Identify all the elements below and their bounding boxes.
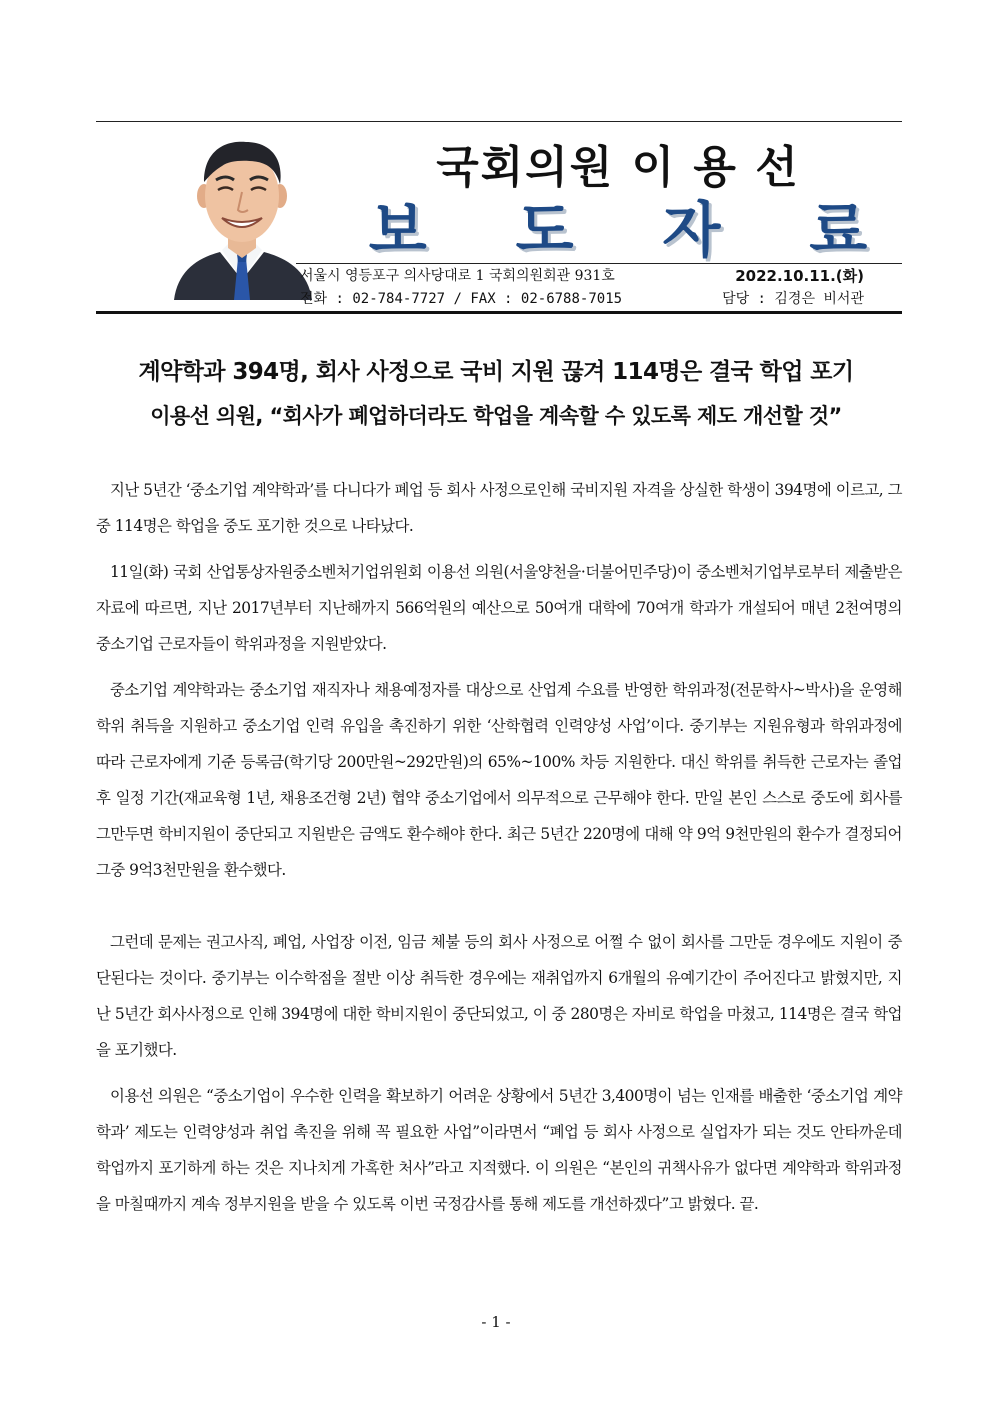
member-portrait	[168, 130, 316, 300]
paragraph: 중소기업 계약학과는 중소기업 재직자나 채용예정자를 대상으로 산업계 수요를 반영한 학위과정(전문학사~박사)을 운영해 학위 취득을 지원하고 중소기업 인력 유입을 촉진하기 위한 ‘산학협력 인력양성 사업’이다. 중기부는 지원유형과 학위과정에 따라 근로자에게 기준 등록금(학기당 200만원~292만원)의 65%~100% 차등 지원한다. 대신 학위를 취득한 근로자는 졸업 후 일정 기간(재교육형 1년, 채용조건형 2년) 협약 중소기업에서 의무적으로 근무해야 한다. 만일 본인 스스로 중도에 회사를 그만두면 학비지원이 중단되고 지원받은 금액도 환수해야 한다. 최근 5년간 220명에 대해 약 9억 9천만원의 환수가 결정되어 그중 9억3천만원을 환수했다.	[96, 681, 902, 879]
member-name: 국회의원 이 용 선	[436, 142, 800, 193]
subheadline: 이용선 의원, “회사가 폐업하더라도 학업을 계속할 수 있도록 제도 개선할 것”	[150, 404, 842, 428]
release-date: 2022.10.11.(화)	[735, 267, 864, 285]
headline: 계약학과 394명, 회사 사정으로 국비 지원 끊겨 114명은 결국 학업 포기	[138, 359, 854, 385]
press-release-title: 보 도 자 료	[368, 196, 902, 266]
article-body	[96, 472, 902, 1232]
header-bottom-rule	[96, 311, 902, 314]
letterhead	[96, 122, 902, 314]
person-in-charge: 담당 : 김경은 비서관	[722, 291, 864, 307]
info-divider	[296, 263, 902, 264]
paragraph: 지난 5년간 ‘중소기업 계약학과’를 다니다가 폐업 등 회사 사정으로인해 국비지원 자격을 상실한 학생이 394명에 이르고, 그 중 114명은 학업을 중도 포기한 것으로 나타났다.	[96, 481, 902, 535]
contact-numbers: 전화 : 02-784-7727 / FAX : 02-6788-7015	[300, 291, 623, 307]
paragraph: 11일(화) 국회 산업통상자원중소벤처기업위원회 이용선 의원(서울양천을·더불어민주당)이 중소벤처기업부로부터 제출받은 자료에 따르면, 지난 2017년부터 지난해까지 566억원의 예산으로 50여개 대학에 70여개 학과가 개설되어 매년 2천여명의 중소기업 근로자들이 학위과정을 지원받았다.	[96, 563, 902, 653]
paragraph: 그런데 문제는 권고사직, 폐업, 사업장 이전, 임금 체불 등의 회사 사정으로 어쩔 수 없이 회사를 그만둔 경우에도 지원이 중단된다는 것이다. 중기부는 이수학점을 절반 이상 취득한 경우에는 재취업까지 6개월의 유예기간이 주어진다고 밝혔지만, 지난 5년간 회사사정으로 인해 394명에 대한 학비지원이 중단되었고, 이 중 280명은 자비로 학업을 마쳤고, 114명은 결국 학업을 포기했다.	[96, 933, 902, 1059]
office-address: 서울시 영등포구 의사당대로 1 국회의원회관 931호	[300, 268, 615, 284]
paragraph: 이용선 의원은 “중소기업이 우수한 인력을 확보하기 어려운 상황에서 5년간 3,400명이 넘는 인재를 배출한 ‘중소기업 계약학과’ 제도는 인력양성과 취업 촉진을 위해 꼭 필요한 사업”이라면서 “폐업 등 회사 사정으로 실업자가 되는 것도 안타까운데 학업까지 포기하게 하는 것은 지나치게 가혹한 처사”라고 지적했다. 이 의원은 “본인의 귀책사유가 없다면 계약학과 학위과정을 마칠때까지 계속 정부지원을 받을 수 있도록 이번 국정감사를 통해 제도를 개선하겠다”고 밝혔다. 끝.	[96, 1087, 902, 1213]
page-number: - 1 -	[481, 1313, 511, 1331]
